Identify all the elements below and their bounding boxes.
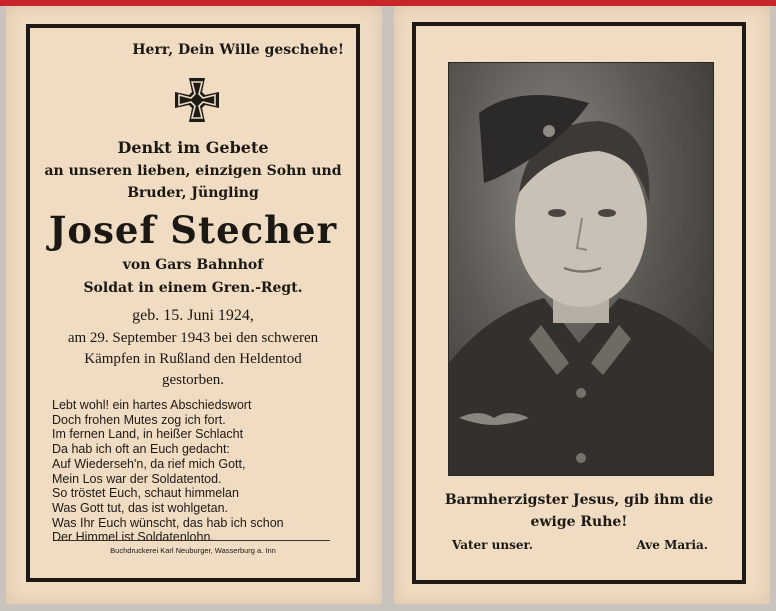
poem-line: Was Gott tut, das ist wohlgetan.: [52, 500, 229, 515]
birth-date: geb. 15. Juni 1924,: [132, 307, 254, 324]
soldier-portrait-photo: [448, 62, 714, 476]
poem-line: Lebt wohl! ein hartes Abschiedswort: [52, 398, 252, 412]
black-border-frame: [412, 22, 746, 584]
farewell-poem: [52, 398, 342, 545]
poem-line: Da hab ich oft an Euch gedacht:: [52, 442, 230, 457]
death-line-2: Kämpfen in Rußland den Heldentod: [84, 351, 302, 367]
poem-line: Doch frohen Mutes zog ich fort.: [52, 412, 226, 427]
dedication-line: an unseren lieben, einzigen Sohn und: [44, 163, 342, 179]
poem-line: So tröstet Euch, schaut himmelan: [52, 486, 239, 501]
motto: Herr, Dein Wille geschehe!: [132, 42, 344, 58]
death-line-3: gestorben.: [161, 372, 225, 388]
poem-line: Der Himmel ist Soldatenlohn.: [52, 530, 214, 545]
black-border-frame: [26, 24, 360, 582]
memorial-card-text: [6, 6, 382, 604]
iron-cross-icon: [171, 74, 223, 126]
poem-line: Was Ihr Euch wünscht, das hab ich schon: [52, 515, 284, 530]
prayer-line-1: Barmherzigster Jesus, gib ihm die: [444, 492, 714, 508]
portrait-silhouette: [449, 63, 713, 475]
poem-line: Mein Los war der Soldatentod.: [52, 471, 222, 486]
prayer-line-2: ewige Ruhe!: [530, 514, 628, 530]
poem-line: Im fernen Land, in heißer Schlacht: [52, 427, 244, 442]
death-line-1: am 29. September 1943 bei den schweren: [67, 330, 319, 346]
printer-credit: Buchdruckerei Karl Neuburger, Wasserburg a. Inn: [110, 546, 276, 555]
ave-maria: Ave Maria.: [636, 538, 708, 552]
heading: Denkt im Gebete: [117, 138, 269, 157]
poem-line: Auf Wiederseh'n, da rief mich Gott,: [52, 456, 246, 471]
rank: Soldat in einem Gren.-Regt.: [83, 280, 303, 296]
origin: von Gars Bahnhof: [122, 257, 264, 273]
dedication-line-2: Bruder, Jüngling: [127, 185, 259, 201]
vater-unser: Vater unser.: [452, 538, 533, 552]
deceased-name: Josef Stecher: [48, 208, 338, 252]
divider: [56, 540, 330, 541]
memorial-card-photo: [394, 6, 770, 604]
